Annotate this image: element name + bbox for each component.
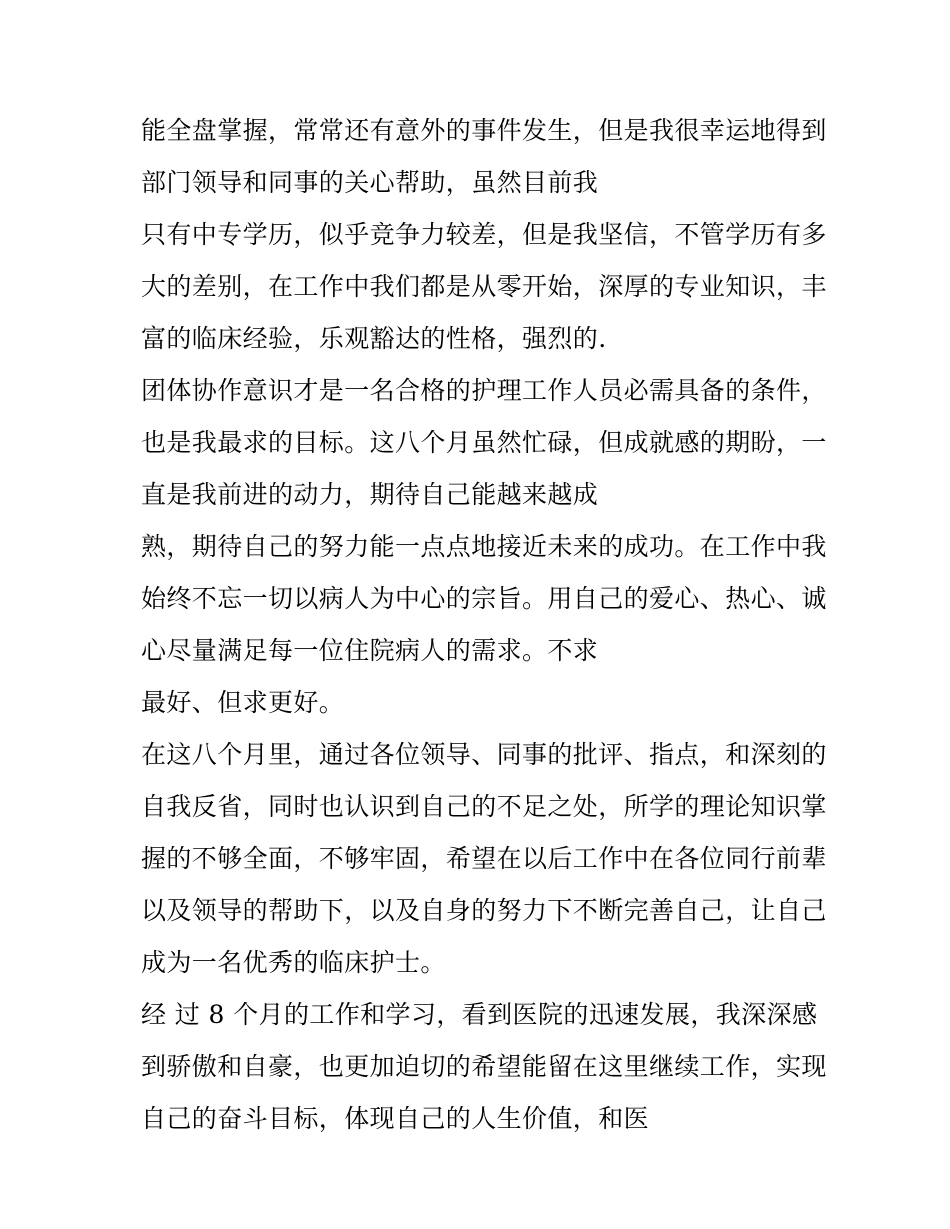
text-line: 以及领导的帮助下，以及自身的努力下不断完善自己，让自己 xyxy=(141,896,827,925)
text-line: 在这八个月里，通过各位领导、同事的批评、指点，和深刻的 xyxy=(141,740,827,769)
body-text xyxy=(141,105,827,1145)
text-line: 部门领导和同事的关心帮助，虽然目前我 xyxy=(141,168,599,197)
text-line: 直是我前进的动力，期待自己能越来越成 xyxy=(141,480,599,509)
text-line: 富的临床经验，乐观豁达的性格，强烈的. xyxy=(141,324,607,353)
text-line: 心尽量满足每一位住院病人的需求。不求 xyxy=(141,636,599,665)
text-line: 成为一名优秀的临床护士。 xyxy=(141,948,446,977)
text-line: 最好、但求更好。 xyxy=(141,688,345,717)
text-line: 也是我最求的目标。这八个月虽然忙碌，但成就感的期盼，一 xyxy=(141,428,827,457)
text-line: 只有中专学历，似乎竞争力较差，但是我坚信，不管学历有多 xyxy=(141,220,827,249)
text-line: 熟，期待自己的努力能一点点地接近未来的成功。在工作中我 xyxy=(141,532,827,561)
text-line: 自己的奋斗目标，体现自己的人生价值，和医 xyxy=(141,1104,650,1133)
text-line: 到骄傲和自豪，也更加迫切的希望能留在这里继续工作，实现 xyxy=(141,1052,827,1081)
text-line: 握的不够全面，不够牢固，希望在以后工作中在各位同行前辈 xyxy=(141,844,827,873)
text-line: 经 过 8 个月的工作和学习，看到医院的迅速发展，我深深感 xyxy=(141,1000,818,1029)
text-line: 始终不忘一切以病人为中心的宗旨。用自己的爱心、热心、诚 xyxy=(141,584,827,613)
text-line: 自我反省，同时也认识到自己的不足之处，所学的理论知识掌 xyxy=(141,792,827,821)
text-line: 大的差别，在工作中我们都是从零开始，深厚的专业知识，丰 xyxy=(141,272,827,301)
text-line: 能全盘掌握，常常还有意外的事件发生，但是我很幸运地得到 xyxy=(141,116,827,145)
text-line: 团体协作意识才是一名合格的护理工作人员必需具备的条件， xyxy=(141,376,827,405)
